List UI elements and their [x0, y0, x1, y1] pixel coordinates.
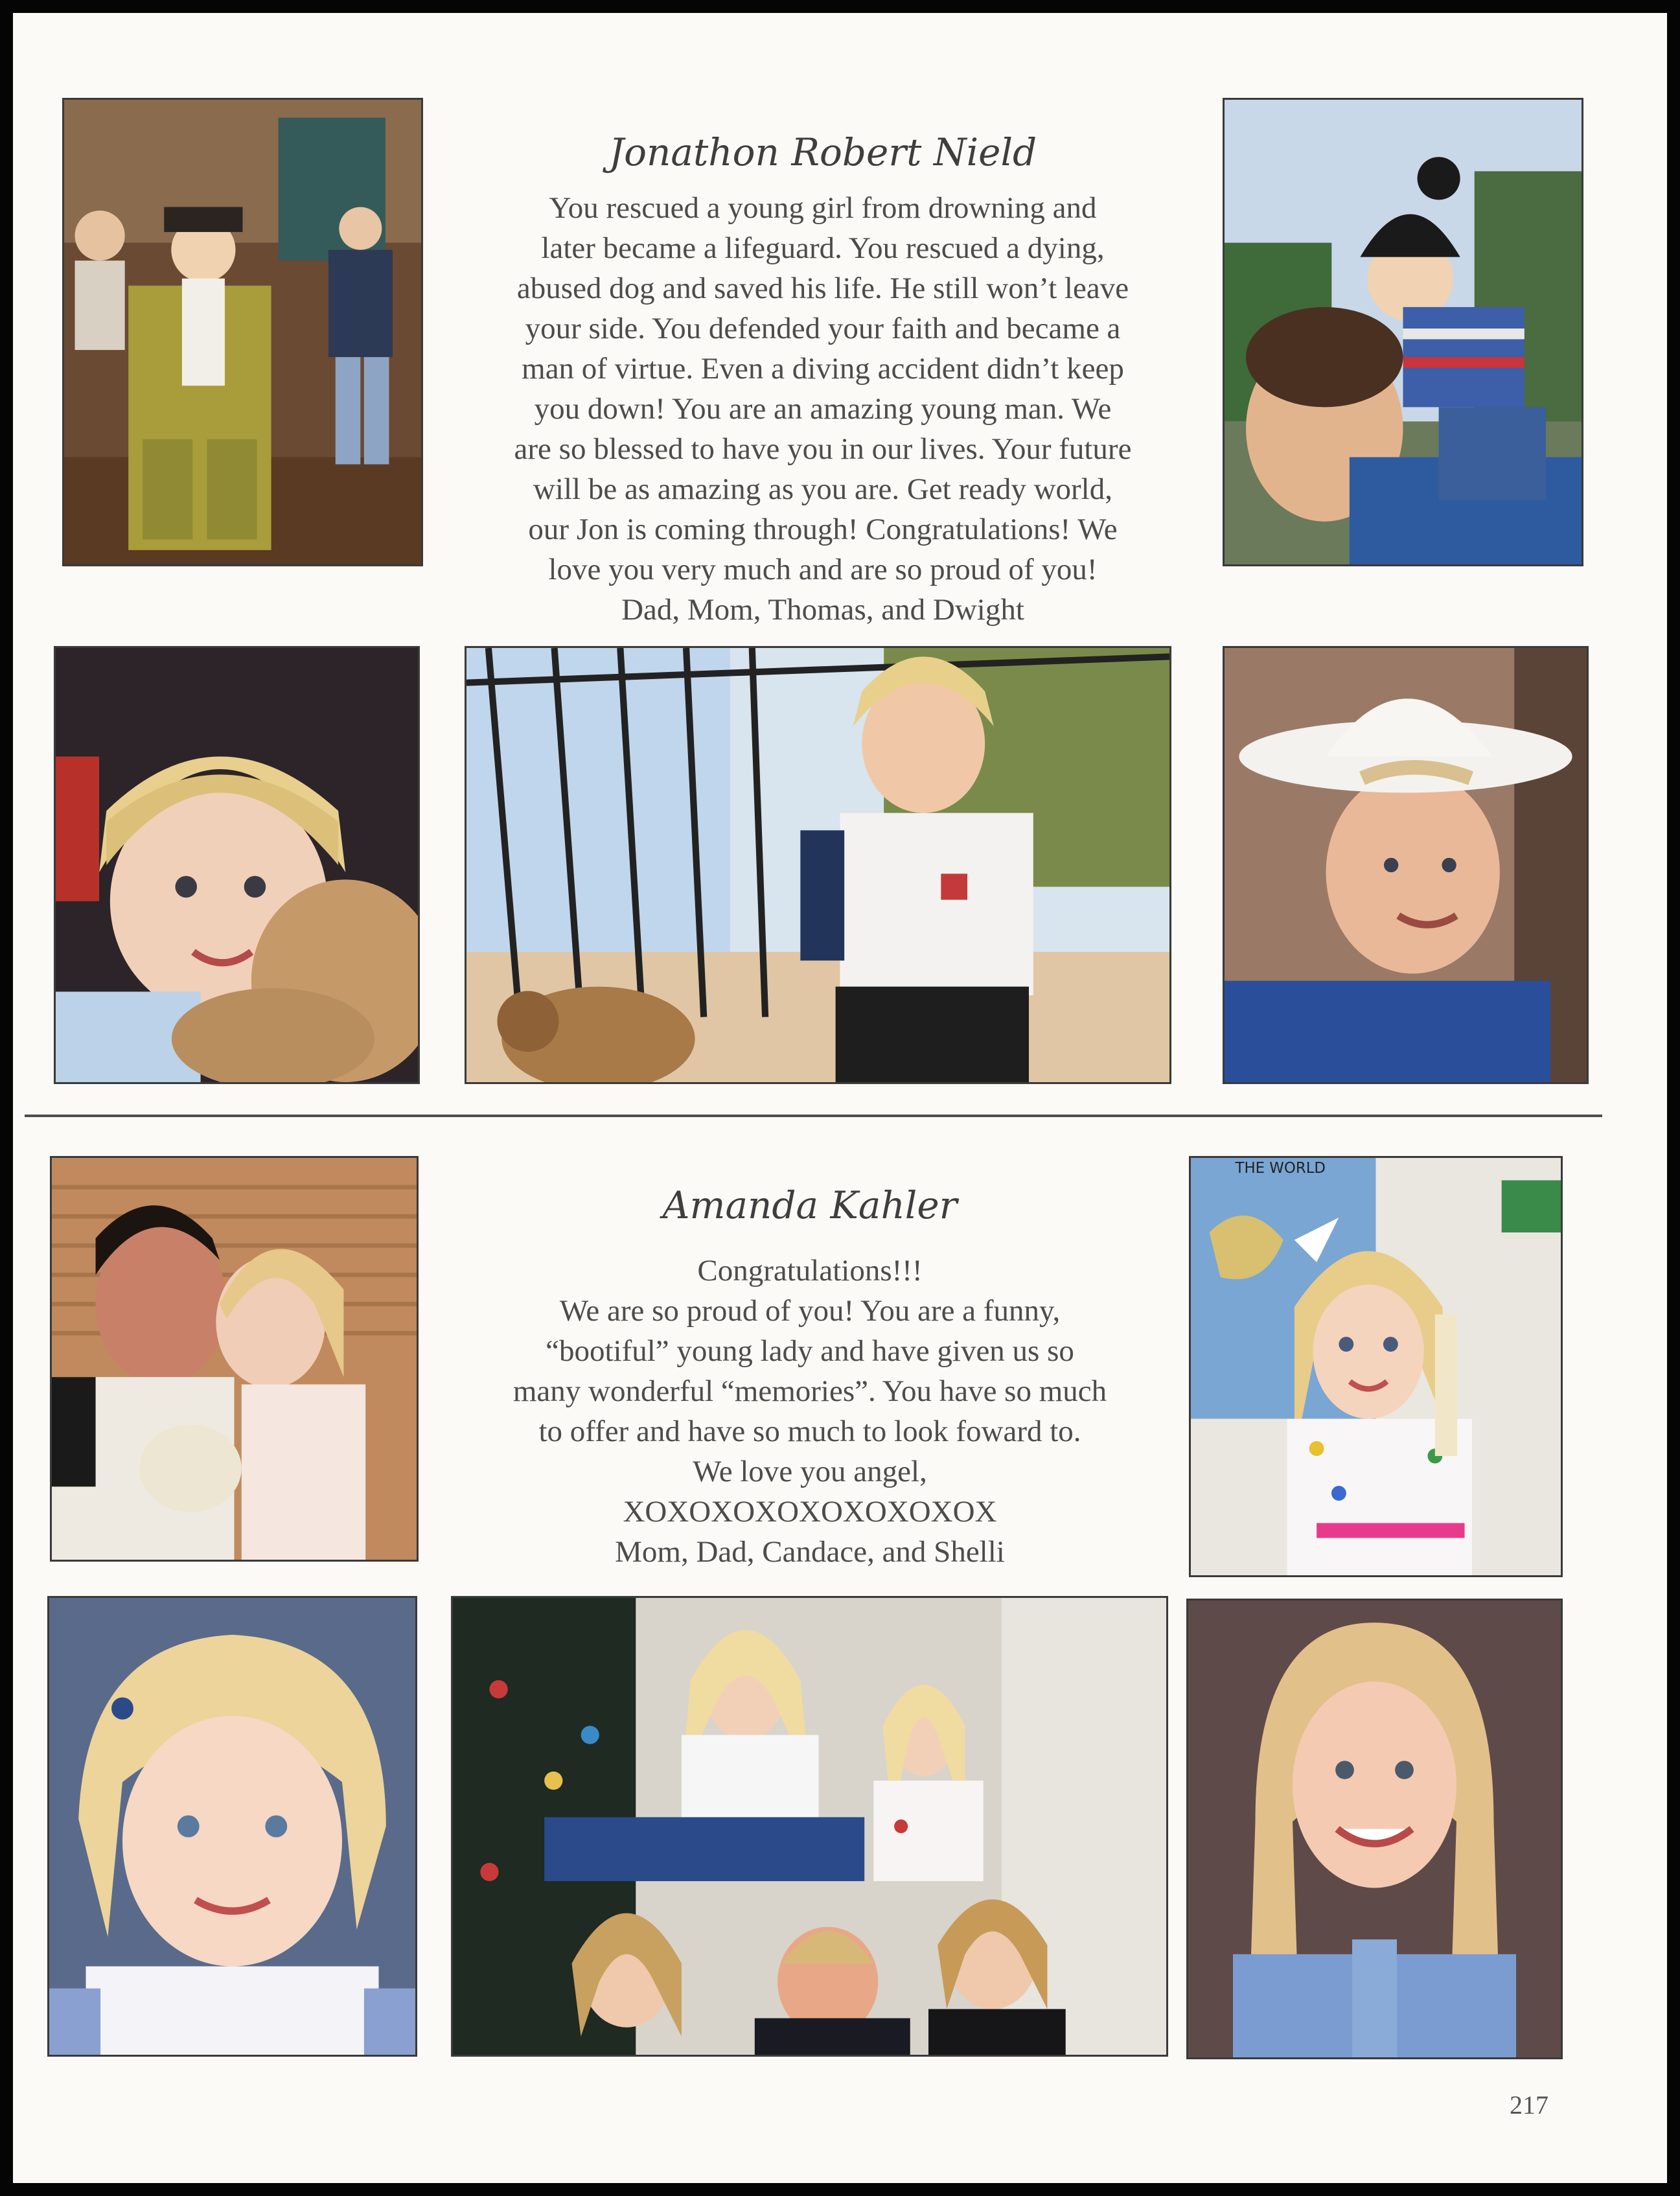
message-line: Congratulations!!!	[697, 1254, 923, 1288]
photo-teen-in-cowboy-hat	[1223, 646, 1589, 1084]
tribute-title-jonathon: Jonathon Robert Nield	[608, 130, 1037, 174]
photo-toddler-portrait	[47, 1596, 417, 2057]
message-line: our Jon is coming through! Congratulations! We	[528, 513, 1118, 546]
photo-man-kissing-toddler	[50, 1156, 419, 1562]
photo-boy-in-firefighter-coat	[62, 98, 423, 566]
message-line: many wonderful “memories”. You have so much	[512, 1374, 1107, 1408]
photo-toddler-with-teddy-bear	[54, 646, 420, 1084]
message-line: You rescued a young girl from drowning and	[549, 191, 1097, 225]
photo-girl-with-diploma	[1189, 1156, 1563, 1577]
message-line: “bootiful” young lady and have given us so	[546, 1334, 1074, 1368]
tribute-message-amanda	[441, 1251, 1179, 1572]
message-line: man of virtue. Even a diving accident didn’t keep	[522, 352, 1124, 386]
page-number: 217	[1510, 2090, 1548, 2120]
message-line: are so blessed to have you in our lives. Your future	[514, 432, 1132, 466]
tribute-message-jonathon	[441, 188, 1205, 630]
message-line: later became a lifeguard. You rescued a dying,	[541, 231, 1105, 265]
photo-teen-with-dog-by-railing	[465, 646, 1171, 1084]
section-divider	[25, 1115, 1602, 1117]
message-line: to offer and have so much to look foward to.	[538, 1415, 1081, 1448]
tribute-title-amanda: Amanda Kahler	[662, 1183, 958, 1227]
message-line: love you very much and are so proud of you!	[548, 553, 1098, 586]
world-map-label: THE WORLD	[1235, 1159, 1326, 1177]
photo-teen-girl-portrait	[1186, 1599, 1563, 2059]
message-line: will be as amazing as you are. Get ready world,	[533, 472, 1112, 506]
message-line: Dad, Mom, Thomas, and Dwight	[621, 593, 1024, 627]
photo-toddler-on-shoulders	[1223, 98, 1583, 566]
message-line: abused dog and saved his life. He still won’t leave	[516, 272, 1129, 305]
message-line: you down! You are an amazing young man. We	[534, 392, 1112, 426]
message-line: We are so proud of you! You are a funny,	[559, 1294, 1061, 1328]
message-line: We love you angel,	[693, 1455, 927, 1488]
message-line: Mom, Dad, Candace, and Shelli	[615, 1535, 1005, 1569]
message-line: XOXOXOXOXOXOXOXOX	[623, 1495, 997, 1529]
photo-family-group	[451, 1596, 1168, 2057]
yearbook-page	[13, 13, 1667, 2183]
message-line: your side. You defended your faith and became a	[525, 312, 1121, 345]
